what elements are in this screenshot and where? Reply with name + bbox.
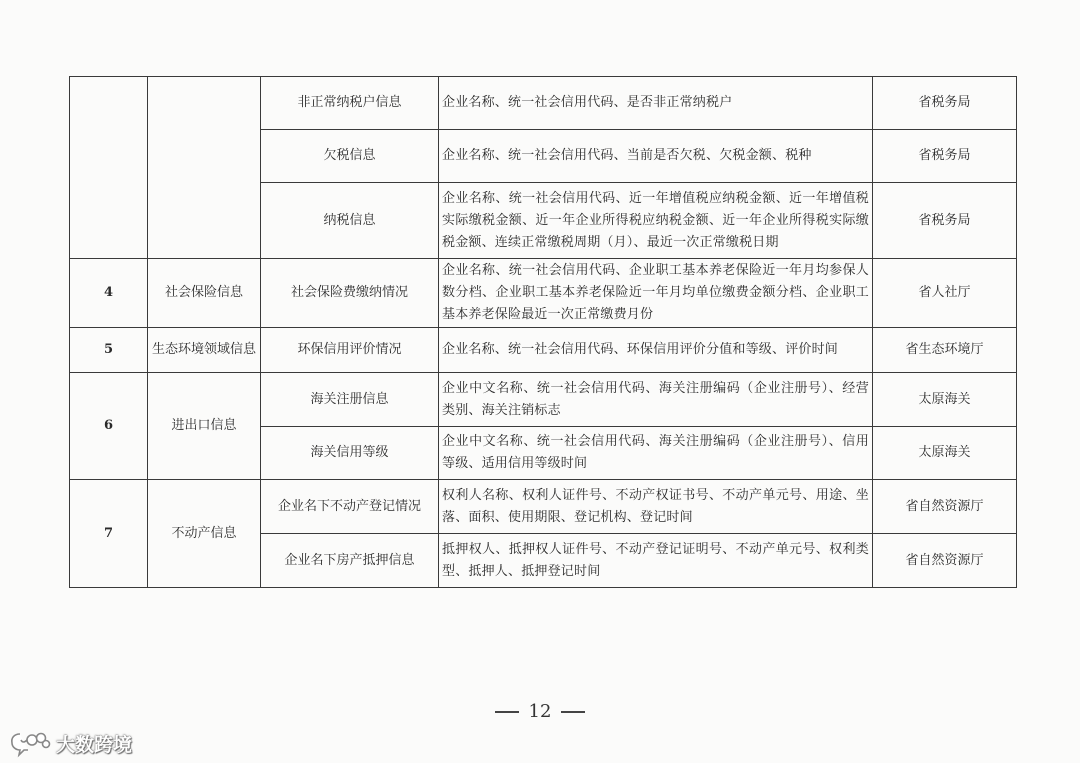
department-cell: 省自然资源厅 bbox=[873, 534, 1017, 588]
row-number-cell: 6 bbox=[70, 373, 148, 480]
content-cell: 企业中文名称、统一社会信用代码、海关注册编码（企业注册号）、经营类别、海关注销标志 bbox=[439, 373, 873, 427]
table-row bbox=[70, 373, 1017, 427]
table-row bbox=[70, 480, 1017, 534]
category-cell: 社会保险信息 bbox=[148, 259, 261, 328]
table-row bbox=[70, 77, 1017, 130]
data-sharing-table bbox=[69, 76, 1017, 588]
item-cell: 企业名下房产抵押信息 bbox=[261, 534, 439, 588]
item-cell: 企业名下不动产登记情况 bbox=[261, 480, 439, 534]
watermark-text: 大数跨境 bbox=[56, 733, 133, 756]
watermark bbox=[8, 728, 132, 758]
content-cell: 企业名称、统一社会信用代码、近一年增值税应纳税金额、近一年增值税实际缴税金额、近一年企业所得税应纳税金额、近一年企业所得税实际缴税金额、连续正常缴税周期（月）、最近一次正常缴税日期 bbox=[439, 183, 873, 259]
department-cell: 太原海关 bbox=[873, 427, 1017, 480]
department-cell: 省自然资源厅 bbox=[873, 480, 1017, 534]
row-number-cell bbox=[70, 77, 148, 259]
page-number-text: 12 bbox=[528, 701, 552, 722]
content-cell: 企业名称、统一社会信用代码、企业职工基本养老保险近一年月均参保人数分档、企业职工基本养老保险近一年月均单位缴费金额分档、企业职工基本养老保险最近一次正常缴费月份 bbox=[439, 259, 873, 328]
department-cell: 省生态环境厅 bbox=[873, 328, 1017, 373]
category-cell: 进出口信息 bbox=[148, 373, 261, 480]
item-cell: 社会保险费缴纳情况 bbox=[261, 259, 439, 328]
category-cell: 不动产信息 bbox=[148, 480, 261, 588]
row-number-cell: 4 bbox=[70, 259, 148, 328]
content-cell: 企业名称、统一社会信用代码、当前是否欠税、欠税金额、税种 bbox=[439, 130, 873, 183]
content-cell: 企业中文名称、统一社会信用代码、海关注册编码（企业注册号）、信用等级、适用信用等级时间 bbox=[439, 427, 873, 480]
department-cell: 太原海关 bbox=[873, 373, 1017, 427]
category-cell bbox=[148, 77, 261, 259]
cloud-chat-logo-icon bbox=[8, 728, 52, 758]
item-cell: 非正常纳税户信息 bbox=[261, 77, 439, 130]
content-cell: 权利人名称、权利人证件号、不动产权证书号、不动产单元号、用途、坐落、面积、使用期限、登记机构、登记时间 bbox=[439, 480, 873, 534]
item-cell: 纳税信息 bbox=[261, 183, 439, 259]
item-cell: 环保信用评价情况 bbox=[261, 328, 439, 373]
department-cell: 省税务局 bbox=[873, 130, 1017, 183]
dash-right bbox=[561, 711, 585, 712]
item-cell: 海关信用等级 bbox=[261, 427, 439, 480]
department-cell: 省人社厅 bbox=[873, 259, 1017, 328]
row-number-cell: 5 bbox=[70, 328, 148, 373]
content-cell: 企业名称、统一社会信用代码、是否非正常纳税户 bbox=[439, 77, 873, 130]
table-row bbox=[70, 328, 1017, 373]
department-cell: 省税务局 bbox=[873, 183, 1017, 259]
item-cell: 海关注册信息 bbox=[261, 373, 439, 427]
dash-left bbox=[495, 711, 519, 712]
content-cell: 抵押权人、抵押权人证件号、不动产登记证明号、不动产单元号、权利类型、抵押人、抵押登记时间 bbox=[439, 534, 873, 588]
table-row bbox=[70, 259, 1017, 328]
content-cell: 企业名称、统一社会信用代码、环保信用评价分值和等级、评价时间 bbox=[439, 328, 873, 373]
page-number bbox=[0, 701, 1080, 722]
category-cell: 生态环境领域信息 bbox=[148, 328, 261, 373]
item-cell: 欠税信息 bbox=[261, 130, 439, 183]
department-cell: 省税务局 bbox=[873, 77, 1017, 130]
row-number-cell: 7 bbox=[70, 480, 148, 588]
